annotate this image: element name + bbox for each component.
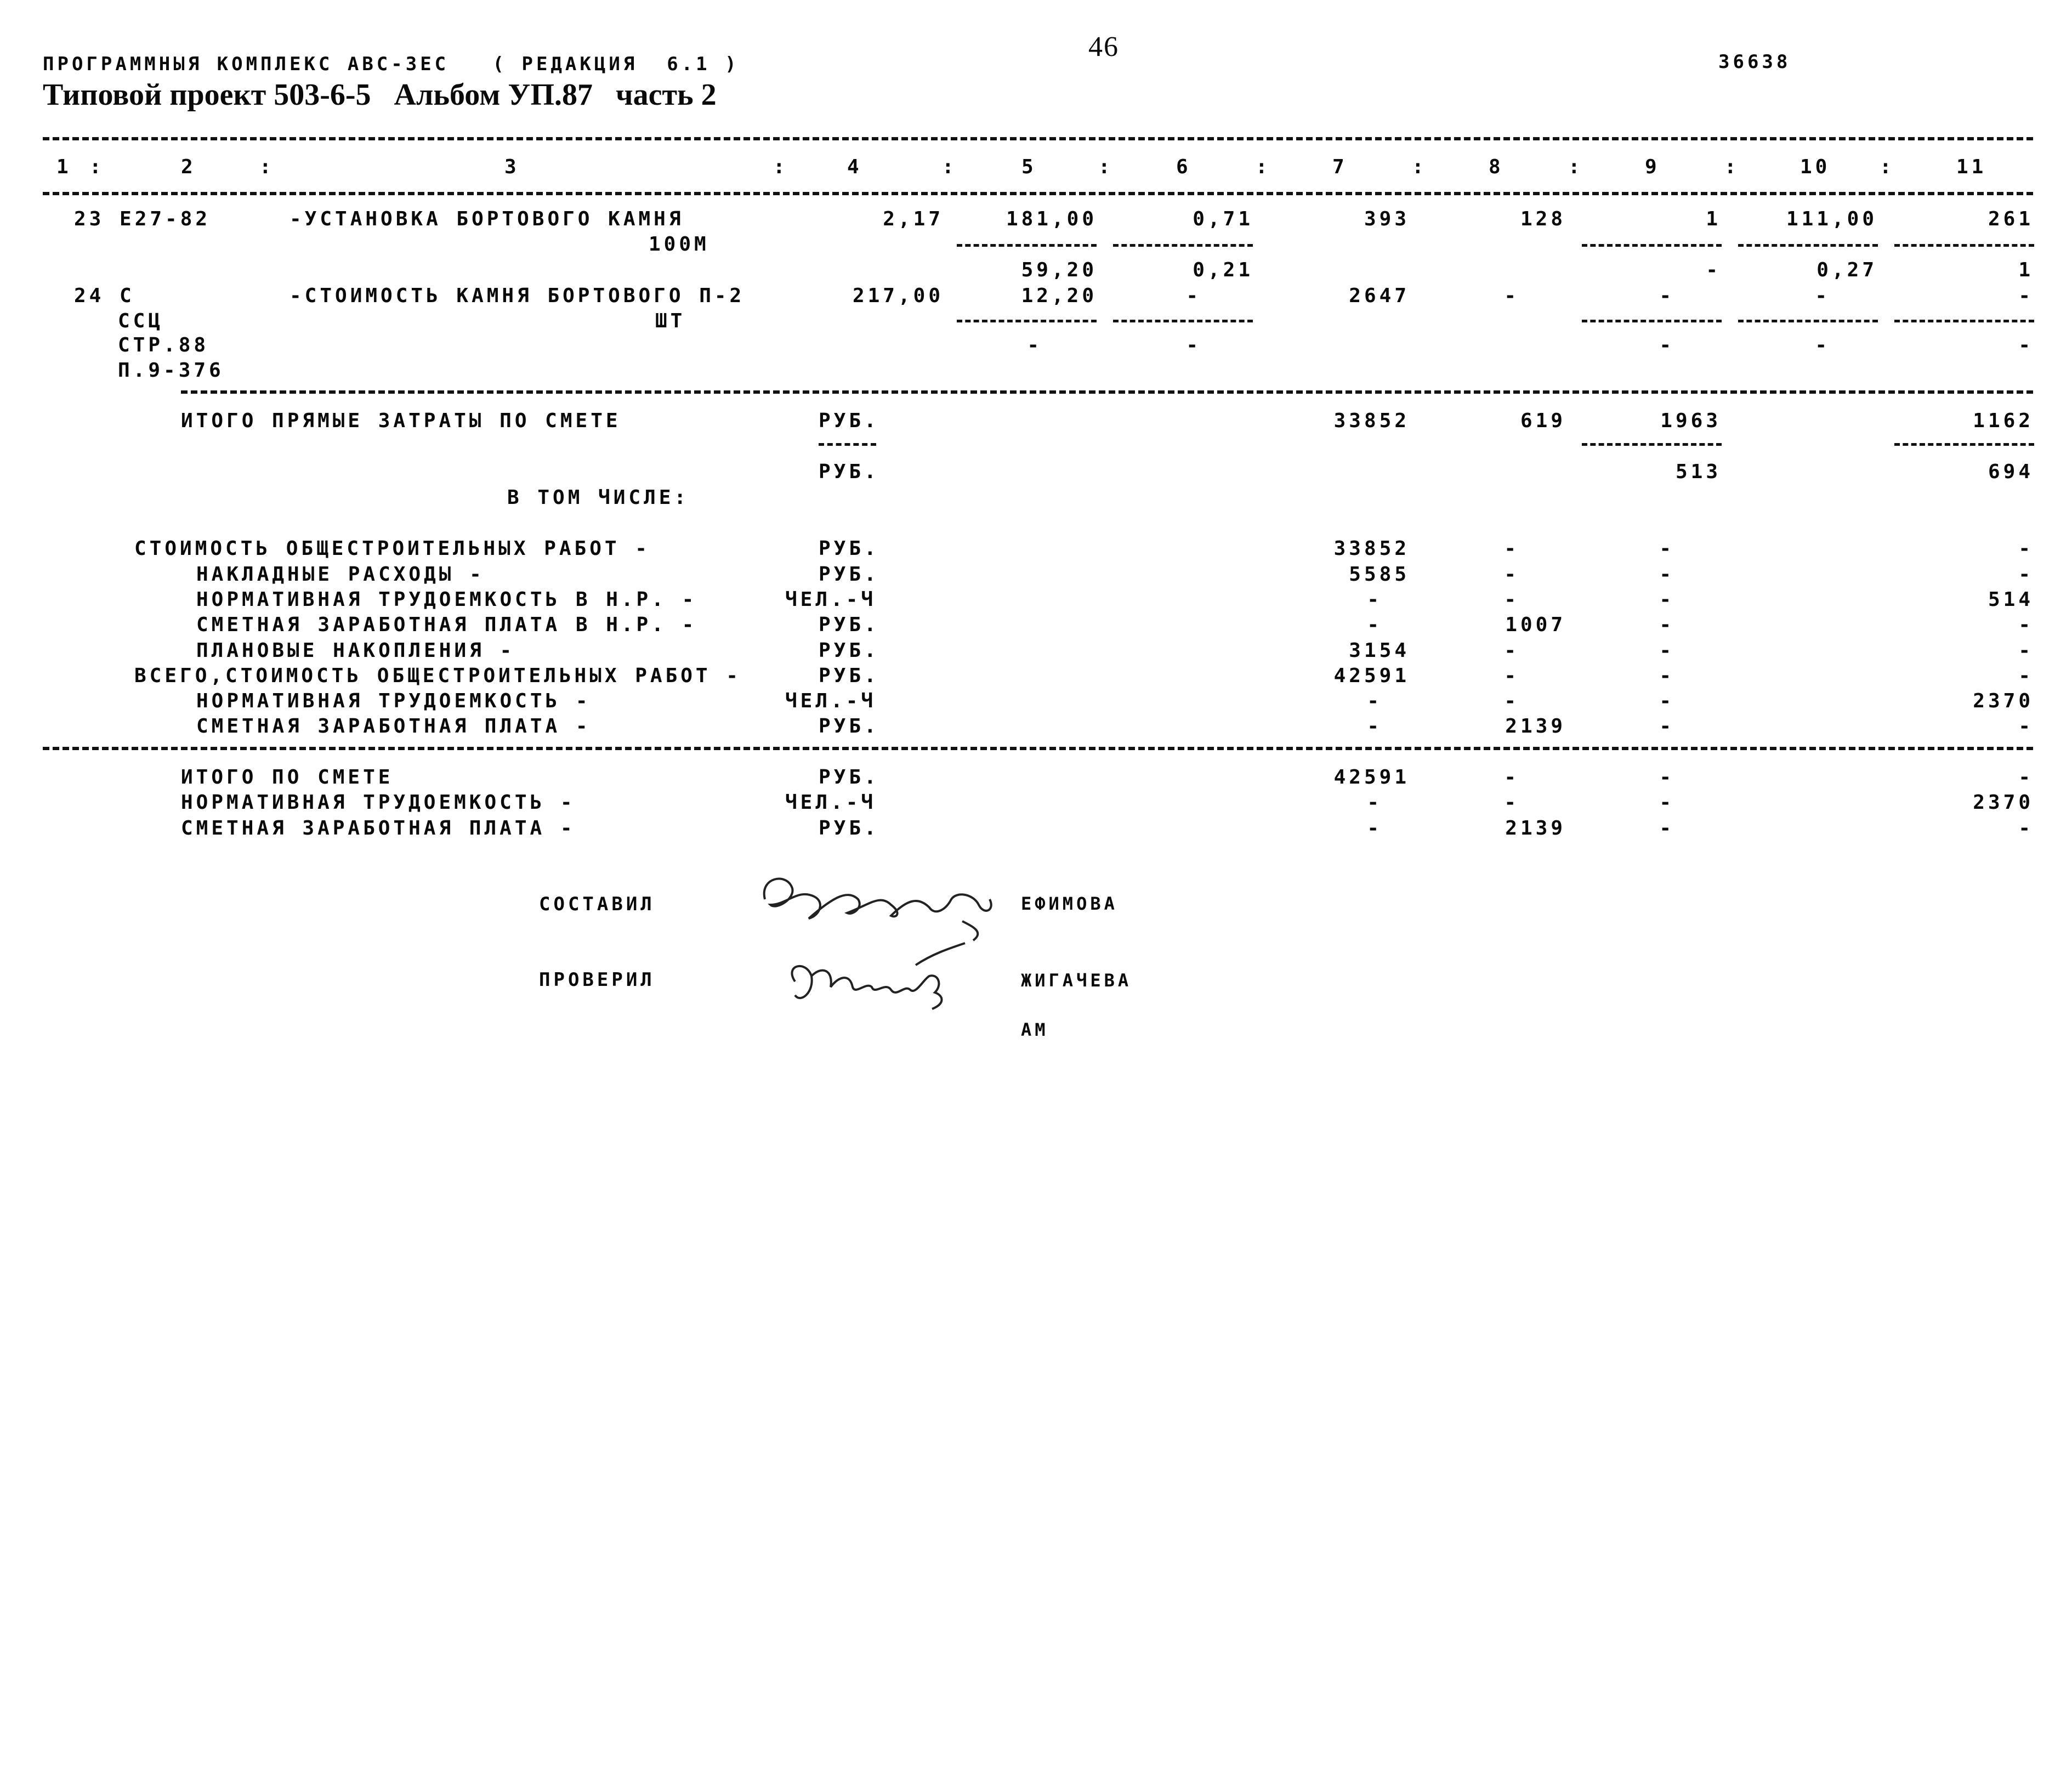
- separator-line: [1582, 244, 1722, 247]
- checked-label: ПРОВЕРИЛ: [539, 969, 655, 991]
- cell-c5-sub: 59,20: [1021, 259, 1097, 281]
- col-separator: :: [1568, 156, 1583, 178]
- summary-c8: -: [1504, 588, 1519, 611]
- totals-direct-unit: РУБ.: [819, 410, 879, 432]
- separator-line: [43, 747, 2033, 750]
- separator-line: [1894, 244, 2034, 247]
- separator-line: [1738, 244, 1878, 247]
- totals-direct-c9-sub: 513: [1675, 461, 1721, 483]
- summary-unit: ЧЕЛ.-Ч: [785, 690, 877, 712]
- summary-c11: 2370: [1973, 690, 2034, 712]
- cell-c9: 1: [1706, 208, 1721, 230]
- final-c8: 2139: [1505, 817, 1566, 840]
- final-unit: РУБ.: [819, 766, 879, 789]
- summary-c7: 33852: [1333, 537, 1410, 560]
- final-c8: -: [1504, 791, 1519, 814]
- cell-c11-sub: 1: [2018, 259, 2034, 281]
- final-label: СМЕТНАЯ ЗАРАБОТНАЯ ПЛАТА -: [181, 817, 576, 840]
- summary-c8: -: [1504, 537, 1519, 560]
- totals-direct-c9: 1963: [1660, 410, 1721, 432]
- final-c9: -: [1659, 766, 1674, 789]
- col-separator: :: [942, 156, 957, 178]
- summary-c9: -: [1659, 614, 1674, 636]
- separator-line: [1113, 244, 1253, 247]
- totals-direct-c11-sub: 694: [1988, 461, 2034, 483]
- final-c7: -: [1367, 791, 1382, 814]
- cell-c10-sub: -: [1815, 334, 1830, 356]
- col-header-5: 5: [1021, 156, 1037, 178]
- summary-c8: 2139: [1505, 715, 1566, 738]
- summary-c8: -: [1504, 665, 1519, 687]
- summary-c7: -: [1367, 614, 1382, 636]
- summary-c11: -: [2018, 639, 2034, 662]
- initials: АМ: [1021, 1019, 1049, 1040]
- summary-unit: РУБ.: [819, 537, 879, 560]
- summary-label: СМЕТНАЯ ЗАРАБОТНАЯ ПЛАТА В Н.Р. -: [196, 614, 697, 636]
- separator-line: [1113, 320, 1253, 322]
- summary-c9: -: [1659, 588, 1674, 611]
- col-header-11: 11: [1956, 156, 1987, 178]
- summary-c9: -: [1659, 715, 1674, 738]
- doc-code: 36638: [1718, 51, 1791, 73]
- col-separator: :: [773, 156, 788, 178]
- row-unit: ШТ: [655, 310, 686, 332]
- page-number: 46: [1088, 31, 1119, 63]
- signature-compiled: [754, 866, 1028, 943]
- row-number: 23 Е27-82: [74, 208, 211, 230]
- row-reference: ССЦ: [118, 310, 164, 332]
- summary-c7: 3154: [1349, 639, 1410, 662]
- summary-label: НОРМАТИВНАЯ ТРУДОЕМКОСТЬ В Н.Р. -: [196, 588, 697, 611]
- cell-c10: 111,00: [1786, 208, 1877, 230]
- cell-c10-sub: 0,27: [1816, 259, 1877, 281]
- col-separator: :: [1256, 156, 1271, 178]
- final-c7: -: [1367, 817, 1382, 840]
- separator-line: [819, 443, 876, 446]
- separator-line: [43, 192, 2033, 195]
- col-separator: :: [1724, 156, 1740, 178]
- separator-line: [1582, 320, 1722, 322]
- summary-unit: РУБ.: [819, 715, 879, 738]
- col-separator: :: [259, 156, 275, 178]
- summary-c7: -: [1367, 588, 1382, 611]
- cell-c6: 0,71: [1193, 208, 1253, 230]
- col-header-6: 6: [1176, 156, 1191, 178]
- col-header-2: 2: [181, 156, 196, 178]
- separator-line: [1894, 320, 2034, 322]
- project-title: Типовой проект 503-6-5 Альбом УП.87 часть 2: [43, 78, 717, 112]
- summary-c11: -: [2018, 665, 2034, 687]
- summary-c8: -: [1504, 690, 1519, 712]
- final-c11: 2370: [1973, 791, 2034, 814]
- cell-c8: -: [1504, 285, 1519, 307]
- summary-c7: 5585: [1349, 563, 1410, 586]
- summary-c7: -: [1367, 690, 1382, 712]
- col-header-10: 10: [1800, 156, 1831, 178]
- cell-c5: 12,20: [1021, 285, 1097, 307]
- final-c7: 42591: [1333, 766, 1410, 789]
- summary-c8: 1007: [1505, 614, 1566, 636]
- summary-c9: -: [1659, 537, 1674, 560]
- summary-c11: -: [2018, 614, 2034, 636]
- summary-label: ПЛАНОВЫЕ НАКОПЛЕНИЯ -: [196, 639, 515, 662]
- summary-label: НОРМАТИВНАЯ ТРУДОЕМКОСТЬ -: [196, 690, 591, 712]
- summary-c7: -: [1367, 715, 1382, 738]
- separator-line: [1894, 443, 2034, 446]
- col-header-3: 3: [504, 156, 520, 178]
- final-c11: -: [2018, 766, 2034, 789]
- cell-c5-sub: -: [1027, 334, 1042, 356]
- cell-c4: 2,17: [883, 208, 944, 230]
- summary-c11: -: [2018, 715, 2034, 738]
- summary-c9: -: [1659, 690, 1674, 712]
- program-title: ПРОГРАММНЫЯ КОМПЛЕКС АВС-ЗЕС ( РЕДАКЦИЯ 6.1 ): [43, 53, 740, 75]
- totals-direct-unit-2: РУБ.: [819, 461, 879, 483]
- row-reference: П.9-376: [118, 359, 224, 382]
- separator-line: [957, 244, 1097, 247]
- final-c11: -: [2018, 817, 2034, 840]
- row-name: -УСТАНОВКА БОРТОВОГО КАМНЯ: [289, 208, 684, 230]
- cell-c11: -: [2018, 285, 2034, 307]
- checked-name: ЖИГАЧЕВА: [1021, 970, 1132, 991]
- compiled-name: ЕФИМОВА: [1021, 893, 1118, 914]
- separator-line: [1738, 320, 1878, 322]
- summary-c7: 42591: [1333, 665, 1410, 687]
- col-separator: :: [89, 156, 105, 178]
- cell-c9-sub: -: [1706, 259, 1721, 281]
- cell-c6-sub: 0,21: [1193, 259, 1253, 281]
- summary-unit: РУБ.: [819, 563, 879, 586]
- compiled-label: СОСТАВИЛ: [539, 893, 655, 915]
- final-unit: ЧЕЛ.-Ч: [785, 791, 877, 814]
- summary-c8: -: [1504, 639, 1519, 662]
- cell-c6-sub: -: [1186, 334, 1201, 356]
- summary-c8: -: [1504, 563, 1519, 586]
- row-unit: 100М: [649, 233, 709, 256]
- final-c9: -: [1659, 791, 1674, 814]
- cell-c9: -: [1659, 285, 1674, 307]
- cell-c5: 181,00: [1006, 208, 1097, 230]
- summary-unit: ЧЕЛ.-Ч: [785, 588, 877, 611]
- cell-c6: -: [1186, 285, 1201, 307]
- summary-label: НАКЛАДНЫЕ РАСХОДЫ -: [196, 563, 485, 586]
- summary-unit: РУБ.: [819, 614, 879, 636]
- signature-checked: [779, 943, 998, 1025]
- cell-c11: 261: [1988, 208, 2034, 230]
- col-separator: :: [1098, 156, 1114, 178]
- row-number: 24 С: [74, 285, 135, 307]
- totals-direct-c11: 1162: [1973, 410, 2034, 432]
- cell-c9-sub: -: [1659, 334, 1674, 356]
- summary-c9: -: [1659, 639, 1674, 662]
- col-header-4: 4: [847, 156, 862, 178]
- col-header-1: 1: [56, 156, 72, 178]
- separator-line: [43, 137, 2033, 140]
- col-header-8: 8: [1489, 156, 1504, 178]
- cell-c7: 393: [1364, 208, 1410, 230]
- separator-line: [181, 390, 2033, 394]
- cell-c10: -: [1815, 285, 1830, 307]
- summary-unit: РУБ.: [819, 665, 879, 687]
- cell-c4: 217,00: [852, 285, 944, 307]
- final-unit: РУБ.: [819, 817, 879, 840]
- separator-line: [957, 320, 1097, 322]
- summary-c11: -: [2018, 563, 2034, 586]
- col-separator: :: [1412, 156, 1427, 178]
- final-c8: -: [1504, 766, 1519, 789]
- col-header-7: 7: [1332, 156, 1348, 178]
- summary-c11: -: [2018, 537, 2034, 560]
- cell-c7: 2647: [1349, 285, 1410, 307]
- row-name: -СТОИМОСТЬ КАМНЯ БОРТОВОГО П-2: [289, 285, 745, 307]
- summary-c9: -: [1659, 665, 1674, 687]
- col-separator: :: [1880, 156, 1895, 178]
- row-reference: СТР.88: [118, 334, 209, 356]
- col-header-9: 9: [1645, 156, 1660, 178]
- totals-direct-c8: 619: [1520, 410, 1566, 432]
- summary-label: СТОИМОСТЬ ОБЩЕСТРОИТЕЛЬНЫХ РАБОТ -: [134, 537, 650, 560]
- summary-c11: 514: [1988, 588, 2034, 611]
- summary-label: СМЕТНАЯ ЗАРАБОТНАЯ ПЛАТА -: [196, 715, 591, 738]
- summary-c9: -: [1659, 563, 1674, 586]
- totals-direct-label: ИТОГО ПРЯМЫЕ ЗАТРАТЫ ПО СМЕТЕ: [181, 410, 621, 432]
- summary-unit: РУБ.: [819, 639, 879, 662]
- final-c9: -: [1659, 817, 1674, 840]
- separator-line: [1582, 443, 1722, 446]
- totals-direct-c7: 33852: [1333, 410, 1410, 432]
- cell-c8: 128: [1520, 208, 1566, 230]
- summary-label: ВСЕГО,СТОИМОСТЬ ОБЩЕСТРОИТЕЛЬНЫХ РАБОТ -: [134, 665, 741, 687]
- in-that-number-label: В ТОМ ЧИСЛЕ:: [507, 486, 690, 509]
- final-label: ИТОГО ПО СМЕТЕ: [181, 766, 394, 789]
- cell-c11-sub: -: [2018, 334, 2034, 356]
- final-label: НОРМАТИВНАЯ ТРУДОЕМКОСТЬ -: [181, 791, 576, 814]
